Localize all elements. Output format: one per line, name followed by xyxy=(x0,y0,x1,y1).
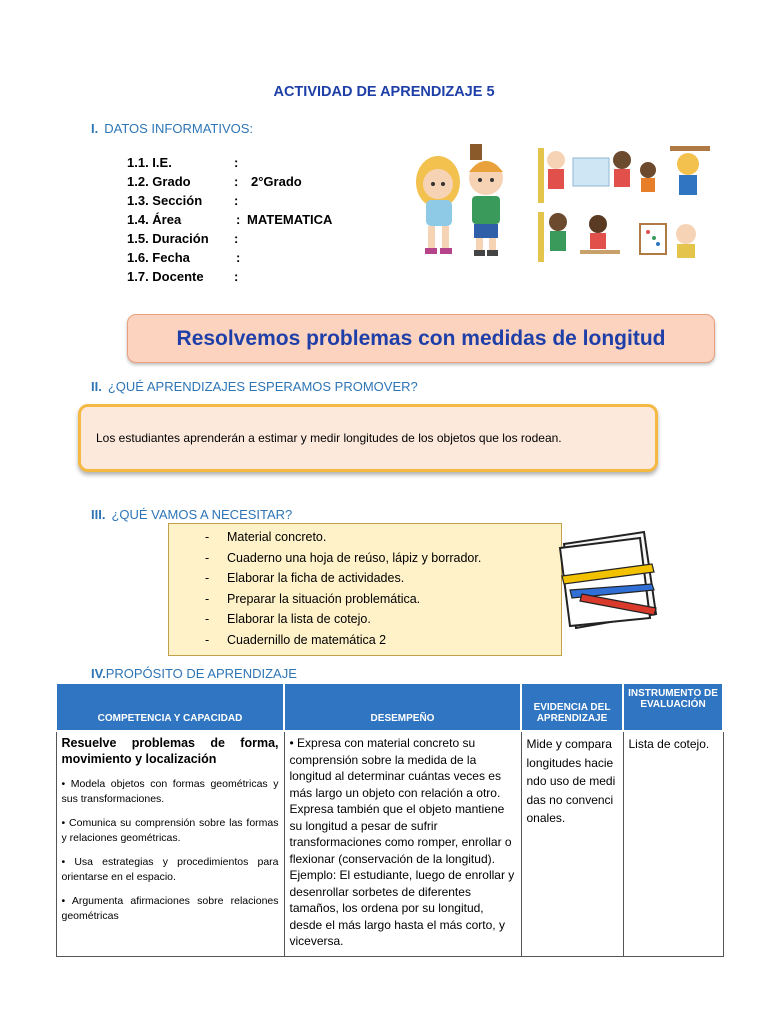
material-text: Cuadernillo de matemática 2 xyxy=(227,633,387,647)
info-colon: : xyxy=(234,174,239,189)
material-item: - Elaborar la lista de cotejo. xyxy=(205,612,371,626)
section-number: IV. xyxy=(91,666,106,681)
capacidad-item: • Comunica su comprensión sobre las formas y relaciones geométricas. xyxy=(61,817,279,844)
desempeno-cell xyxy=(284,731,521,957)
info-label: 1.3. Sección xyxy=(127,193,203,208)
materials-box xyxy=(168,523,562,656)
instrumento-text: Lista de cotejo. xyxy=(628,737,710,751)
capacidad-item: • Argumenta afirmaciones sobre relaciones geométricas xyxy=(61,895,279,922)
capacidad-item: • Usa estrategias y procedimientos para orientarse en el espacio. xyxy=(61,856,279,883)
purpose-table xyxy=(55,682,724,957)
material-item: - Cuaderno una hoja de reúso, lápiz y borrador. xyxy=(205,551,482,565)
section-label: PROPÓSITO DE APRENDIZAJE xyxy=(105,666,297,681)
section-necesitar-heading xyxy=(91,507,292,522)
info-label: 1.1. I.E. xyxy=(127,155,172,170)
material-item: - Material concreto. xyxy=(205,530,327,544)
material-item: - Cuadernillo de matemática 2 xyxy=(205,633,387,647)
competencia-text: Resuelve problemas de forma, movimiento y localización xyxy=(61,736,279,766)
material-text: Elaborar la lista de cotejo. xyxy=(227,612,371,626)
material-text: Elaborar la ficha de actividades. xyxy=(227,571,405,585)
activity-title: ACTIVIDAD DE APRENDIZAJE 5 xyxy=(273,84,495,100)
header-competencia: COMPETENCIA Y CAPACIDAD xyxy=(56,683,284,731)
section-label: ¿QUÉ APRENDIZAJES ESPERAMOS PROMOVER? xyxy=(107,379,418,394)
material-text: Material concreto. xyxy=(227,530,327,544)
learning-goal-box xyxy=(78,404,658,472)
section-proposito-heading xyxy=(91,666,297,681)
table-row xyxy=(56,731,723,957)
info-value: MATEMATICA xyxy=(247,212,333,227)
capacidad-item: • Modela objetos con formas geométricas y sus transformaciones. xyxy=(61,778,279,805)
competencia-cell xyxy=(56,731,284,957)
info-colon: : xyxy=(234,193,239,208)
section-label: DATOS INFORMATIVOS: xyxy=(104,121,254,136)
desempeno-text: • Expresa con material concreto su comprensión sobre la medida de la longitud al determinar cuántas veces es más largo un objeto con relación a otro. Expresa también que el objeto mantiene su longitud a pesar de sufrir transformaciones como romper, enrollar o flexionar (conservación de la longitud). Ejemplo: El estudiante, luego de enrollar y desenrollar sorbetes de diferentes tamaños, los ordena por su longitud, desde el más largo hasta el más corto, y viceversa. xyxy=(289,736,515,948)
info-value: 2°Grado xyxy=(251,174,302,189)
info-label: 1.2. Grado xyxy=(127,174,191,189)
info-colon: : xyxy=(236,250,241,265)
material-item: - Preparar la situación problemática. xyxy=(205,592,421,606)
info-colon: : xyxy=(234,269,239,284)
header-desempeno: DESEMPEÑO xyxy=(284,683,521,731)
material-item: - Elaborar la ficha de actividades. xyxy=(205,571,405,585)
info-colon: : xyxy=(236,212,241,227)
info-colon: : xyxy=(234,231,239,246)
info-label: 1.4. Área xyxy=(127,212,182,227)
paper-pencils-illustration xyxy=(556,528,662,632)
material-text: Cuaderno una hoja de reúso, lápiz y borrador. xyxy=(227,551,482,565)
section-number: II. xyxy=(91,379,102,394)
section-number: I. xyxy=(91,121,99,136)
section-datos-heading xyxy=(91,121,253,136)
learning-goal-text: Los estudiantes aprenderán a estimar y medir longitudes de los objetos que los rodean. xyxy=(96,431,562,445)
activity-banner-title: Resolvemos problemas con medidas de longitud xyxy=(127,314,715,363)
info-label: 1.5. Duración xyxy=(127,231,209,246)
material-text: Preparar la situación problemática. xyxy=(227,592,421,606)
header-evidencia: EVIDENCIA DEL APRENDIZAJE xyxy=(521,683,623,731)
section-aprendizajes-heading xyxy=(91,379,418,394)
info-label: 1.7. Docente xyxy=(127,269,204,284)
children-measuring-illustration xyxy=(408,140,713,265)
header-instrumento: INSTRUMENTO DE EVALUACIÓN xyxy=(623,683,723,731)
instrumento-cell xyxy=(623,731,723,957)
section-label: ¿QUÉ VAMOS A NECESITAR? xyxy=(111,507,293,522)
table-header-row xyxy=(56,683,723,731)
evidencia-text: Mide y compara longitudes haciendo uso de medidas no convencionales. xyxy=(526,737,616,825)
info-colon: : xyxy=(234,155,239,170)
section-number: III. xyxy=(91,507,106,522)
evidencia-cell xyxy=(521,731,623,957)
info-label: 1.6. Fecha xyxy=(127,250,190,265)
